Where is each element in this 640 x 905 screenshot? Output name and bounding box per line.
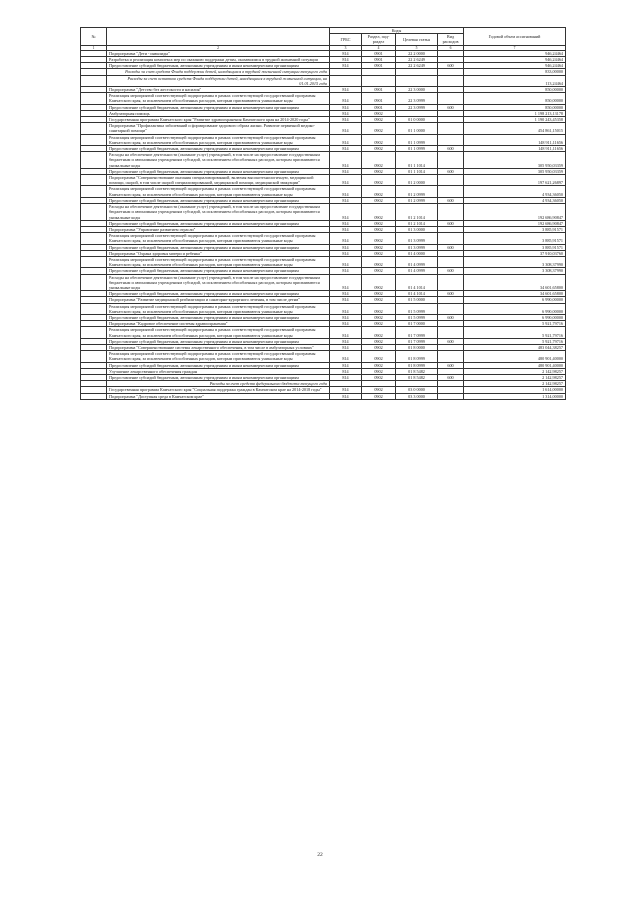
target-article-cell: 01 1 0999 bbox=[396, 134, 438, 145]
grbs-cell: 814 bbox=[330, 168, 362, 174]
razdel-cell: 0902 bbox=[362, 303, 396, 314]
row-number-cell bbox=[81, 303, 107, 314]
amount-cell: 148 911,11656 bbox=[464, 134, 566, 145]
target-article-cell: 01 8 0999 bbox=[396, 351, 438, 362]
razdel-cell: 0901 bbox=[362, 93, 396, 104]
razdel-cell: 0901 bbox=[362, 63, 396, 69]
table-row bbox=[81, 351, 566, 362]
target-article-cell: 01 5 0999 bbox=[396, 303, 438, 314]
grbs-cell: 814 bbox=[330, 368, 362, 374]
grbs-cell: 814 bbox=[330, 297, 362, 303]
amount-cell: 3 885,91571 bbox=[464, 244, 566, 250]
expense-type-cell: 600 bbox=[438, 314, 464, 320]
razdel-cell: 0901 bbox=[362, 104, 396, 110]
razdel-cell: 0902 bbox=[362, 368, 396, 374]
row-name-cell: Реализация мероприятий соответствующей подпрограммы в рамках соответствующей государственной программы Камчатского края, за исключением обособленных расходов, которым присваиваются уникальные коды bbox=[107, 351, 330, 362]
target-article-cell: 01 7 0999 bbox=[396, 327, 438, 338]
amount-cell: 37 910,03760 bbox=[464, 250, 566, 256]
razdel-cell: 0902 bbox=[362, 374, 396, 380]
row-name-cell: Подпрограмма "Детство без жестокости и насилия" bbox=[107, 87, 330, 93]
row-name-cell: Предоставление субсидий бюджетным, автономным учреждениям и иным некоммерческим организациям bbox=[107, 197, 330, 203]
amount-cell: 113,24464 bbox=[464, 75, 566, 86]
razdel-cell: 0902 bbox=[362, 197, 396, 203]
target-article-cell: 01 4 0999 bbox=[396, 268, 438, 274]
expense-type-cell bbox=[438, 393, 464, 399]
expense-type-cell bbox=[438, 152, 464, 169]
razdel-cell: 0902 bbox=[362, 344, 396, 350]
row-name-cell: Подпрограмма "Дети - инвалиды" bbox=[107, 50, 330, 56]
expense-type-cell bbox=[438, 274, 464, 291]
grbs-cell: 814 bbox=[330, 314, 362, 320]
razdel-cell: 0902 bbox=[362, 123, 396, 134]
target-article-cell: 22 3 0999 bbox=[396, 104, 438, 110]
amount-cell: 946,24464 bbox=[464, 63, 566, 69]
expense-type-cell: 600 bbox=[438, 338, 464, 344]
grbs-cell: 814 bbox=[330, 321, 362, 327]
amount-cell: 850,00000 bbox=[464, 104, 566, 110]
target-article-cell: 01 5 0000 bbox=[396, 297, 438, 303]
header-number: № bbox=[81, 28, 107, 46]
row-number-cell bbox=[81, 351, 107, 362]
expense-type-cell: 600 bbox=[438, 244, 464, 250]
column-number: 7 bbox=[464, 45, 566, 50]
expense-type-cell bbox=[438, 327, 464, 338]
table-row bbox=[81, 256, 566, 267]
razdel-cell: 0902 bbox=[362, 291, 396, 297]
expense-type-cell bbox=[438, 256, 464, 267]
razdel-cell: 0902 bbox=[362, 297, 396, 303]
column-number: 3 bbox=[330, 45, 362, 50]
amount-cell: 3 308,37990 bbox=[464, 256, 566, 267]
row-name-cell: Предоставление субсидий бюджетным, автономным учреждениям и иным некоммерческим организациям bbox=[107, 362, 330, 368]
row-number-cell bbox=[81, 274, 107, 291]
target-article-cell: 01 3 0000 bbox=[396, 226, 438, 232]
target-article-cell: 22 2 6249 bbox=[396, 57, 438, 63]
grbs-cell: 814 bbox=[330, 393, 362, 399]
expense-type-cell bbox=[438, 93, 464, 104]
razdel-cell: 0902 bbox=[362, 146, 396, 152]
target-article-cell: 01 7 0999 bbox=[396, 338, 438, 344]
expense-type-cell: 600 bbox=[438, 374, 464, 380]
row-number-cell bbox=[81, 134, 107, 145]
target-article-cell: 01 3 0999 bbox=[396, 233, 438, 244]
row-name-cell: Предоставление субсидий бюджетным, автономным учреждениям и иным некоммерческим организациям bbox=[107, 291, 330, 297]
amount-cell: 6 990,00000 bbox=[464, 314, 566, 320]
grbs-cell bbox=[330, 75, 362, 86]
target-article-cell: 01 1 0000 bbox=[396, 123, 438, 134]
expense-type-cell bbox=[438, 123, 464, 134]
amount-cell: 480 901,40000 bbox=[464, 362, 566, 368]
row-name-cell: Предоставление субсидий бюджетным, автономным учреждениям и иным некоммерческим организациям bbox=[107, 314, 330, 320]
grbs-cell: 814 bbox=[330, 146, 362, 152]
table-row bbox=[81, 93, 566, 104]
grbs-cell: 814 bbox=[330, 110, 362, 116]
header-grbs: ГРБС bbox=[330, 34, 362, 45]
amount-cell: 833,00000 bbox=[464, 69, 566, 75]
grbs-cell: 814 bbox=[330, 186, 362, 197]
amount-cell: 2 142,98257 bbox=[464, 368, 566, 374]
razdel-cell: 0902 bbox=[362, 268, 396, 274]
row-number-cell bbox=[81, 204, 107, 221]
razdel-cell: 0902 bbox=[362, 362, 396, 368]
row-name-cell: Предоставление субсидий бюджетным, автономным учреждениям и иным некоммерческим организациям bbox=[107, 220, 330, 226]
grbs-cell: 814 bbox=[330, 117, 362, 123]
row-name-cell: Подпрограмма "Управление развитием отрасли" bbox=[107, 226, 330, 232]
amount-cell: 5 921,79716 bbox=[464, 321, 566, 327]
target-article-cell: 01 3 0999 bbox=[396, 244, 438, 250]
row-name-cell: Реализация мероприятий соответствующей подпрограммы в рамках соответствующей государственной программы Камчатского края, за исключением обособленных расходов, которым присваиваются уникальные коды bbox=[107, 134, 330, 145]
razdel-cell: 0902 bbox=[362, 233, 396, 244]
amount-cell: 148 911,11656 bbox=[464, 146, 566, 152]
amount-cell: 480 901,40000 bbox=[464, 351, 566, 362]
grbs-cell: 814 bbox=[330, 152, 362, 169]
column-number: 1 bbox=[81, 45, 107, 50]
table-header bbox=[81, 28, 566, 51]
row-number-cell bbox=[81, 233, 107, 244]
grbs-cell: 814 bbox=[330, 338, 362, 344]
row-name-cell: Подпрограмма "Совершенствование системы лекарственного обеспечения, в том числе в амбулаторных условиях" bbox=[107, 344, 330, 350]
target-article-cell: 01 5 0999 bbox=[396, 314, 438, 320]
razdel-cell: 0901 bbox=[362, 57, 396, 63]
header-razdel: Раздел, под-раздел bbox=[362, 34, 396, 45]
grbs-cell: 814 bbox=[330, 362, 362, 368]
amount-cell: 197 621,26897 bbox=[464, 175, 566, 186]
row-name-cell: Подпрограмма "Доступная среда в Камчатском крае" bbox=[107, 393, 330, 399]
grbs-cell: 814 bbox=[330, 204, 362, 221]
amount-cell: 5 921,79716 bbox=[464, 327, 566, 338]
row-name-cell: Разработка и реализация комплекса мер по оказанию поддержки детям, оказавшимся в трудной жизненной ситуации bbox=[107, 57, 330, 63]
razdel-cell bbox=[362, 75, 396, 86]
table-row bbox=[81, 123, 566, 134]
razdel-cell: 0902 bbox=[362, 338, 396, 344]
row-name-cell: Предоставление субсидий бюджетным, автономным учреждениям и иным некоммерческим организациям bbox=[107, 146, 330, 152]
grbs-cell: 814 bbox=[330, 175, 362, 186]
grbs-cell: 814 bbox=[330, 344, 362, 350]
row-name-cell: Расходы на обеспечение деятельности (оказание услуг) учреждений, в том числе на предоставление государственным бюджетным и автономным учреждениям субсидий, за исключением обособленных расходов, которым присваиваются уникальные коды bbox=[107, 274, 330, 291]
grbs-cell: 814 bbox=[330, 374, 362, 380]
row-name-cell: Предоставление субсидий бюджетным, автономным учреждениям и иным некоммерческим организациям bbox=[107, 168, 330, 174]
grbs-cell: 814 bbox=[330, 134, 362, 145]
target-article-cell: 01 4 0999 bbox=[396, 256, 438, 267]
header-target-article: Целевая статья bbox=[396, 34, 438, 45]
row-number-cell bbox=[81, 123, 107, 134]
row-name-cell: Расходы за счет средств Фонда поддержки детей, находящихся в трудной жизненной ситуации текущего года bbox=[107, 69, 330, 75]
row-name-cell: Подпрограмма "Совершенствование оказания специализированной, включая высокотехнологичную, медицинской помощи, скорой, в том числе скорой специализированной, медицинской помощи, медицинской эвакуации" bbox=[107, 175, 330, 186]
grbs-cell: 814 bbox=[330, 220, 362, 226]
amount-cell: 1 190 243,45358 bbox=[464, 117, 566, 123]
razdel-cell: 0902 bbox=[362, 186, 396, 197]
row-name-cell: Реализация мероприятий соответствующей подпрограммы в рамках соответствующей государственной программы Камчатского края, за исключением обособленных расходов, которым присваиваются уникальные коды bbox=[107, 186, 330, 197]
row-number-cell bbox=[81, 75, 107, 86]
row-number-cell bbox=[81, 327, 107, 338]
table-row bbox=[81, 233, 566, 244]
table-row bbox=[81, 274, 566, 291]
amount-cell: 4 934,36050 bbox=[464, 186, 566, 197]
razdel-cell: 0902 bbox=[362, 393, 396, 399]
razdel-cell: 0902 bbox=[362, 152, 396, 169]
razdel-cell: 0902 bbox=[362, 250, 396, 256]
amount-cell: 483 044,38257 bbox=[464, 344, 566, 350]
grbs-cell: 814 bbox=[330, 226, 362, 232]
grbs-cell: 814 bbox=[330, 244, 362, 250]
amount-cell: 1 314,00000 bbox=[464, 393, 566, 399]
column-number: 5 bbox=[396, 45, 438, 50]
razdel-cell: 0902 bbox=[362, 226, 396, 232]
amount-cell: 850,00000 bbox=[464, 87, 566, 93]
amount-cell: 850,00000 bbox=[464, 93, 566, 104]
expense-type-cell: 600 bbox=[438, 362, 464, 368]
row-name-cell: Подпрограмма "Развитие медицинской реабилитации и санаторно-курортного лечения, в том числе детям" bbox=[107, 297, 330, 303]
row-name-cell: Государственная программа Камчатского края "Развитие здравоохранения Камчатского края на 2014-2020 годы" bbox=[107, 117, 330, 123]
amount-cell: 5 921,79716 bbox=[464, 338, 566, 344]
grbs-cell: 814 bbox=[330, 197, 362, 203]
table-row bbox=[81, 327, 566, 338]
table-row bbox=[81, 152, 566, 169]
table-body bbox=[81, 50, 566, 399]
razdel-cell: 0902 bbox=[362, 314, 396, 320]
grbs-cell: 814 bbox=[330, 63, 362, 69]
target-article-cell: 01 7 0000 bbox=[396, 321, 438, 327]
grbs-cell: 814 bbox=[330, 104, 362, 110]
target-article-cell bbox=[396, 75, 438, 86]
expense-type-cell bbox=[438, 233, 464, 244]
grbs-cell: 814 bbox=[330, 291, 362, 297]
target-article-cell: 01 2 0000 bbox=[396, 175, 438, 186]
row-name-cell: Подпрограмма "Охрана здоровья матери и ребенка" bbox=[107, 250, 330, 256]
amount-cell: 946,24464 bbox=[464, 50, 566, 56]
expense-type-cell bbox=[438, 186, 464, 197]
amount-cell: 192 686,90847 bbox=[464, 204, 566, 221]
row-number-cell bbox=[81, 175, 107, 186]
row-name-cell: Реализация мероприятий соответствующей подпрограммы в рамках соответствующей государственной программы Камчатского края, за исключением обособленных расходов, которым присваиваются уникальные коды bbox=[107, 303, 330, 314]
row-number-cell bbox=[81, 393, 107, 399]
grbs-cell: 814 bbox=[330, 50, 362, 56]
expense-type-cell bbox=[438, 175, 464, 186]
target-article-cell: 01 8 0000 bbox=[396, 344, 438, 350]
amount-cell: 3 885,91571 bbox=[464, 226, 566, 232]
budget-table-sheet bbox=[80, 27, 565, 400]
amount-cell: 34 601,65800 bbox=[464, 274, 566, 291]
amount-cell: 2 142,98257 bbox=[464, 381, 566, 387]
grbs-cell: 814 bbox=[330, 250, 362, 256]
razdel-cell: 0901 bbox=[362, 50, 396, 56]
amount-cell: 6 990,00000 bbox=[464, 303, 566, 314]
grbs-cell: 814 bbox=[330, 351, 362, 362]
grbs-cell: 814 bbox=[330, 233, 362, 244]
table-note-row bbox=[81, 75, 566, 86]
target-article-cell: 01 4 0000 bbox=[396, 250, 438, 256]
razdel-cell: 0902 bbox=[362, 204, 396, 221]
grbs-cell: 814 bbox=[330, 87, 362, 93]
target-article-cell: 01 8 0999 bbox=[396, 362, 438, 368]
row-number-cell bbox=[81, 186, 107, 197]
razdel-cell: 0901 bbox=[362, 87, 396, 93]
grbs-cell: 814 bbox=[330, 93, 362, 104]
razdel-cell: 0902 bbox=[362, 110, 396, 116]
expense-type-cell: 600 bbox=[438, 268, 464, 274]
expense-type-cell: 600 bbox=[438, 197, 464, 203]
row-name-cell: Реализация мероприятий соответствующей подпрограммы в рамках соответствующей государственной программы Камчатского края, за исключением обособленных расходов, которым присваиваются уникальные коды bbox=[107, 256, 330, 267]
expense-type-cell: 600 bbox=[438, 104, 464, 110]
amount-cell: 4 934,36050 bbox=[464, 197, 566, 203]
razdel-cell: 0902 bbox=[362, 256, 396, 267]
expense-type-cell: 600 bbox=[438, 63, 464, 69]
grbs-cell: 814 bbox=[330, 303, 362, 314]
expense-type-cell bbox=[438, 134, 464, 145]
amount-cell: 34 601,65800 bbox=[464, 291, 566, 297]
target-article-cell: 22 2 0000 bbox=[396, 50, 438, 56]
amount-cell: 454 861,15015 bbox=[464, 123, 566, 134]
amount-cell: 305 950,03359 bbox=[464, 152, 566, 169]
table-row bbox=[81, 134, 566, 145]
razdel-cell: 0902 bbox=[362, 117, 396, 123]
target-article-cell: 22 3 0999 bbox=[396, 93, 438, 104]
amount-cell: 1 614,00000 bbox=[464, 387, 566, 393]
razdel-cell: 0902 bbox=[362, 274, 396, 291]
razdel-cell: 0902 bbox=[362, 175, 396, 186]
amount-cell: 305 950,03359 bbox=[464, 168, 566, 174]
amount-cell: 3 885,91571 bbox=[464, 233, 566, 244]
target-article-cell: 01 4 1014 bbox=[396, 291, 438, 297]
grbs-cell: 814 bbox=[330, 268, 362, 274]
row-name-cell: Предоставление субсидий бюджетным, автономным учреждениям и иным некоммерческим организациям bbox=[107, 268, 330, 274]
row-name-cell: Реализация мероприятий соответствующей подпрограммы в рамках соответствующей государственной программы Камчатского края, за исключением обособленных расходов, которым присваиваются уникальные коды bbox=[107, 93, 330, 104]
target-article-cell: 22 2 6249 bbox=[396, 63, 438, 69]
expense-type-cell: 600 bbox=[438, 146, 464, 152]
expense-type-cell: 600 bbox=[438, 168, 464, 174]
row-name-cell: Подпрограмма "Кадровое обеспечение системы здравоохранения" bbox=[107, 321, 330, 327]
target-article-cell: 01 0 0000 bbox=[396, 117, 438, 123]
row-number-cell bbox=[81, 256, 107, 267]
header-total: Годовой объем ассигнований bbox=[464, 28, 566, 46]
target-article-cell: 03 3 0000 bbox=[396, 393, 438, 399]
target-article-cell: 01 1 0999 bbox=[396, 146, 438, 152]
grbs-cell: 814 bbox=[330, 387, 362, 393]
razdel-cell: 0902 bbox=[362, 134, 396, 145]
grbs-cell: 814 bbox=[330, 327, 362, 338]
column-number: 2 bbox=[107, 45, 330, 50]
razdel-cell: 0902 bbox=[362, 351, 396, 362]
header-name bbox=[107, 28, 330, 46]
row-name-cell: Амбулаторная помощь bbox=[107, 110, 330, 116]
row-number-cell bbox=[81, 152, 107, 169]
target-article-cell: 01 1 1014 bbox=[396, 168, 438, 174]
target-article-cell: 01 1 1014 bbox=[396, 152, 438, 169]
razdel-cell: 0902 bbox=[362, 387, 396, 393]
column-number: 4 bbox=[362, 45, 396, 50]
table-row bbox=[81, 303, 566, 314]
table-row bbox=[81, 393, 566, 399]
target-article-cell: 01 8 5482 bbox=[396, 374, 438, 380]
razdel-cell: 0902 bbox=[362, 168, 396, 174]
grbs-cell: 814 bbox=[330, 123, 362, 134]
row-name-cell: Реализация мероприятий соответствующей подпрограммы в рамках соответствующей государственной программы Камчатского края, за исключением обособленных расходов, которым присваиваются уникальные коды bbox=[107, 327, 330, 338]
expense-type-cell bbox=[438, 351, 464, 362]
row-name-cell: Расходы на обеспечение деятельности (оказание услуг) учреждений, в том числе на предоставление государственным бюджетным и автономным учреждениям субсидий, за исключением обособленных расходов, которым присваиваются уникальные коды bbox=[107, 204, 330, 221]
table-row bbox=[81, 186, 566, 197]
grbs-cell: 814 bbox=[330, 57, 362, 63]
column-number: 6 bbox=[438, 45, 464, 50]
expense-type-cell: 600 bbox=[438, 291, 464, 297]
row-name-cell: Улучшение лекарственного обеспечения граждан bbox=[107, 368, 330, 374]
razdel-cell: 0902 bbox=[362, 321, 396, 327]
table-row bbox=[81, 175, 566, 186]
grbs-cell: 814 bbox=[330, 274, 362, 291]
amount-cell: 192 686,90847 bbox=[464, 220, 566, 226]
target-article-cell: 01 2 0999 bbox=[396, 197, 438, 203]
row-number-cell bbox=[81, 93, 107, 104]
expense-type-cell bbox=[438, 303, 464, 314]
amount-cell: 2 142,98257 bbox=[464, 374, 566, 380]
amount-cell: 6 990,00000 bbox=[464, 297, 566, 303]
row-name-cell: Расходы за счет остатков средств Фонда поддержки детей, находящихся в трудной жизненной ситуации, на 01.01.2015 года bbox=[107, 75, 330, 86]
razdel-cell: 0902 bbox=[362, 327, 396, 338]
row-name-cell: Предоставление субсидий бюджетным, автономным учреждениям и иным некоммерческим организациям bbox=[107, 244, 330, 250]
target-article-cell: 01 2 0999 bbox=[396, 186, 438, 197]
row-name-cell: Расходы за счет средств федерального бюджета текущего года bbox=[107, 381, 330, 387]
target-article-cell: 01 4 1014 bbox=[396, 274, 438, 291]
row-name-cell: Расходы на обеспечение деятельности (оказание услуг) учреждений, в том числе на предоставление государственным бюджетным и автономным учреждениям субсидий, за исключением обособленных расходов, которым присваиваются уникальные коды bbox=[107, 152, 330, 169]
expense-type-cell: 600 bbox=[438, 220, 464, 226]
budget-table bbox=[80, 27, 566, 400]
page-number: 22 bbox=[317, 852, 323, 858]
target-article-cell: 22 3 0000 bbox=[396, 87, 438, 93]
row-name-cell: Предоставление субсидий бюджетным, автономным учреждениям и иным некоммерческим организациям bbox=[107, 338, 330, 344]
target-article-cell: 01 2 1014 bbox=[396, 220, 438, 226]
row-name-cell: Предоставление субсидий бюджетным, автономным учреждениям и иным некоммерческим организациям bbox=[107, 63, 330, 69]
row-name-cell: Подпрограмма "Профилактика заболеваний и формирование здорового образа жизни. Развитие первичной медико-санитарной помощи" bbox=[107, 123, 330, 134]
razdel-cell: 0902 bbox=[362, 220, 396, 226]
amount-cell: 1 198 213,13178 bbox=[464, 110, 566, 116]
row-name-cell: Предоставление субсидий бюджетным, автономным учреждениям и иным некоммерческим организациям bbox=[107, 374, 330, 380]
table-row bbox=[81, 204, 566, 221]
target-article-cell: 01 8 5482 bbox=[396, 368, 438, 374]
row-name-cell: Реализация мероприятий соответствующей подпрограммы в рамках соответствующей государственной программы Камчатского края, за исключением обособленных расходов, которым присваиваются уникальные коды bbox=[107, 233, 330, 244]
row-name-cell: Государственная программа Камчатского края "Социальная поддержка граждан в Камчатском крае на 2014-2018 годы" bbox=[107, 387, 330, 393]
target-article-cell: 01 2 1014 bbox=[396, 204, 438, 221]
header-expense-type: Вид расходов bbox=[438, 34, 464, 45]
header-codes: Коды bbox=[330, 28, 464, 34]
row-name-cell: Предоставление субсидий бюджетным, автономным учреждениям и иным некоммерческим организациям bbox=[107, 104, 330, 110]
razdel-cell: 0902 bbox=[362, 244, 396, 250]
expense-type-cell bbox=[438, 204, 464, 221]
expense-type-cell bbox=[438, 75, 464, 86]
amount-cell: 946,24464 bbox=[464, 57, 566, 63]
amount-cell: 3 308,37990 bbox=[464, 268, 566, 274]
grbs-cell: 814 bbox=[330, 256, 362, 267]
target-article-cell: 03 0 0000 bbox=[396, 387, 438, 393]
